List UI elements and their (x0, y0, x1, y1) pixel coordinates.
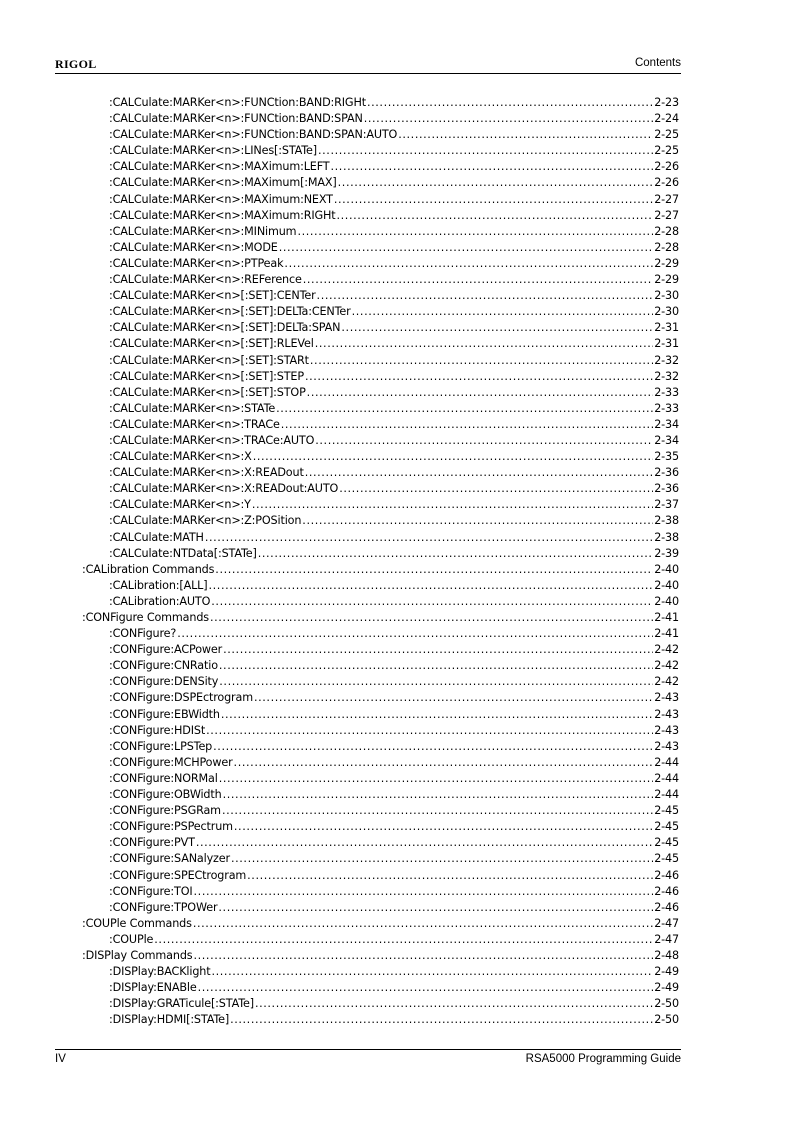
toc-page-number: 2-44 (654, 771, 679, 785)
toc-entry-title: :CONFigure:PSGRam (109, 804, 221, 818)
toc-dot-leader (317, 288, 654, 304)
toc-entry-title: :CONFigure:DSPEctrogram (109, 691, 253, 705)
toc-dot-leader (279, 240, 653, 256)
toc-dot-leader (231, 851, 653, 867)
toc-entry[interactable] (82, 369, 679, 385)
toc-entry-title: :CONFigure:LPSTep (109, 739, 213, 753)
toc-section-entry[interactable] (82, 562, 679, 578)
toc-entry[interactable] (82, 546, 679, 562)
toc-entry[interactable] (82, 884, 679, 900)
toc-page-number: 2-48 (654, 948, 679, 962)
toc-page-number: 2-31 (654, 337, 679, 351)
toc-page-number: 2-30 (654, 305, 679, 319)
toc-entry[interactable] (82, 578, 679, 594)
toc-page-number: 2-45 (654, 852, 679, 866)
toc-entry[interactable] (82, 996, 679, 1012)
toc-page-number: 2-35 (654, 450, 679, 464)
toc-page-number: 2-26 (654, 176, 679, 190)
toc-entry-title: :CALCulate:MARKer<n>:Z:POSition (109, 514, 302, 528)
toc-dot-leader (196, 835, 653, 851)
toc-dot-leader (276, 401, 653, 417)
document-title: RSA5000 Programming Guide (525, 1053, 681, 1065)
toc-dot-leader (253, 449, 654, 465)
toc-entry[interactable] (82, 674, 679, 690)
toc-page-number: 2-34 (654, 417, 679, 431)
toc-page-number: 2-33 (654, 401, 679, 415)
toc-page-number: 2-40 (654, 562, 679, 576)
toc-page-number: 2-43 (654, 707, 679, 721)
toc-entry-title: :DISPlay:HDMI[:STATe] (109, 1013, 230, 1027)
toc-entry[interactable] (82, 288, 679, 304)
toc-entry-title: :CALCulate:MARKer<n>[:SET]:RLEVel (109, 337, 314, 351)
toc-entry[interactable] (82, 497, 679, 513)
toc-dot-leader (193, 948, 653, 964)
toc-entry-title: :CALibration Commands (82, 562, 215, 576)
toc-entry-title: :CALCulate:NTData[:STATe] (109, 546, 257, 560)
toc-entry-title: :CALCulate:MARKer<n>:MINimum (109, 224, 297, 238)
toc-entry-title: :COUPle Commands (82, 916, 192, 930)
toc-dot-leader (194, 884, 654, 900)
toc-entry[interactable] (82, 707, 679, 723)
toc-entry-title: :CALCulate:MARKer<n>:MAXimum[:MAX] (109, 176, 337, 190)
toc-entry-title: :CALCulate:MARKer<n>:TRACe:AUTO (109, 433, 315, 447)
toc-page-number: 2-25 (654, 144, 679, 158)
toc-dot-leader (215, 562, 653, 578)
toc-page-number: 2-32 (654, 369, 679, 383)
toc-entry-title: :CONFigure:PVT (109, 836, 195, 850)
toc-dot-leader (297, 224, 653, 240)
toc-entry-title: :CALCulate:MARKer<n>:LINes[:STATe] (109, 144, 317, 158)
toc-dot-leader (219, 771, 654, 787)
toc-dot-leader (221, 707, 653, 723)
toc-dot-leader (247, 868, 653, 884)
toc-entry-title: :CONFigure:HDISt (109, 723, 206, 737)
page-number: IV (55, 1053, 66, 1065)
toc-page-number: 2-49 (654, 965, 679, 979)
toc-dot-leader (206, 723, 653, 739)
toc-entry[interactable] (82, 353, 679, 369)
toc-dot-leader (284, 256, 653, 272)
toc-page-number: 2-29 (654, 273, 679, 287)
toc-entry[interactable] (82, 642, 679, 658)
toc-entry-title: :CALCulate:MARKer<n>:X:READout (109, 466, 304, 480)
toc-entry[interactable] (82, 192, 679, 208)
toc-page-number: 2-42 (654, 643, 679, 657)
toc-entry-title: :CALCulate:MARKer<n>[:SET]:STARt (109, 353, 309, 367)
toc-page-number: 2-36 (654, 466, 679, 480)
toc-entry[interactable] (82, 964, 679, 980)
toc-page-number: 2-50 (654, 1013, 679, 1027)
toc-entry[interactable] (82, 175, 679, 191)
toc-entry-title: :CONFigure:PSPectrum (109, 820, 233, 834)
toc-dot-leader (315, 336, 653, 352)
toc-dot-leader (334, 192, 653, 208)
toc-entry-title: :CONFigure? (109, 627, 177, 641)
toc-entry-title: :CALCulate:MARKer<n>[:SET]:DELTa:CENTer (109, 305, 351, 319)
toc-page-number: 2-49 (654, 981, 679, 995)
toc-dot-leader (210, 610, 653, 626)
brand-logo-text: RIGOL (55, 57, 97, 71)
toc-page-number: 2-47 (654, 916, 679, 930)
toc-entry[interactable] (82, 658, 679, 674)
toc-page-number: 2-45 (654, 820, 679, 834)
toc-page-number: 2-34 (654, 433, 679, 447)
toc-entry-title: :CONFigure:SANalyzer (109, 852, 230, 866)
toc-section-entry[interactable] (82, 916, 679, 932)
toc-entry[interactable] (82, 224, 679, 240)
toc-entry-title: :CONFigure:MCHPower (109, 755, 233, 769)
toc-page-number: 2-37 (654, 498, 679, 512)
toc-page-number: 2-42 (654, 659, 679, 673)
toc-dot-leader (219, 674, 653, 690)
toc-entry[interactable] (82, 723, 679, 739)
page-footer (55, 1049, 681, 1065)
toc-page-number: 2-46 (654, 900, 679, 914)
toc-page-number: 2-24 (654, 112, 679, 126)
toc-entry[interactable] (82, 159, 679, 175)
toc-entry[interactable] (82, 530, 679, 546)
toc-dot-leader (234, 819, 653, 835)
toc-entry-title: :CALCulate:MARKer<n>:X (109, 450, 252, 464)
toc-entry[interactable] (82, 594, 679, 610)
toc-dot-leader (341, 320, 653, 336)
toc-page-number: 2-40 (654, 594, 679, 608)
table-of-contents (82, 95, 679, 1028)
toc-dot-leader (193, 916, 653, 932)
page-header (55, 57, 681, 74)
toc-page-number: 2-31 (654, 321, 679, 335)
toc-dot-leader (302, 513, 653, 529)
toc-dot-leader (258, 546, 654, 562)
toc-page-number: 2-39 (654, 546, 679, 560)
toc-entry-title: :CALCulate:MARKer<n>:FUNCtion:BAND:SPAN:AUTO (109, 128, 398, 142)
toc-page-number: 2-32 (654, 353, 679, 367)
toc-entry-title: :CONFigure:EBWidth (109, 707, 220, 721)
toc-entry-title: :CALCulate:MARKer<n>:REFerence (109, 273, 302, 287)
toc-entry[interactable] (82, 868, 679, 884)
toc-page-number: 2-41 (654, 627, 679, 641)
toc-entry-title: :CALCulate:MARKer<n>[:SET]:CENTer (109, 289, 316, 303)
toc-dot-leader (218, 900, 653, 916)
toc-page-number: 2-33 (654, 385, 679, 399)
toc-dot-leader (339, 481, 653, 497)
toc-entry[interactable] (82, 401, 679, 417)
toc-dot-leader (230, 1012, 653, 1028)
toc-entry-title: :CALCulate:MARKer<n>:MAXimum:LEFT (109, 160, 330, 174)
toc-entry-title: :CONFigure:SPECtrogram (109, 868, 247, 882)
toc-dot-leader (205, 530, 653, 546)
toc-entry-title: :CALCulate:MARKer<n>:FUNCtion:BAND:RIGHt (109, 96, 366, 109)
toc-dot-leader (211, 964, 653, 980)
toc-entry[interactable] (82, 771, 679, 787)
toc-dot-leader (177, 626, 653, 642)
toc-page-number: 2-25 (654, 128, 679, 142)
toc-page-number: 2-42 (654, 675, 679, 689)
toc-entry[interactable] (82, 513, 679, 529)
toc-entry-title: :CALCulate:MARKer<n>:Y (109, 498, 251, 512)
toc-entry-title: :CALCulate:MARKer<n>:MAXimum:RIGHt (109, 208, 336, 222)
toc-entry-title: :CALCulate:MARKer<n>:FUNCtion:BAND:SPAN (109, 112, 363, 126)
toc-dot-leader (303, 272, 653, 288)
toc-dot-leader (305, 465, 654, 481)
toc-entry[interactable] (82, 320, 679, 336)
toc-page-number: 2-23 (654, 96, 679, 109)
toc-section-entry[interactable] (82, 948, 679, 964)
toc-entry-title: :DISPlay:ENABle (109, 981, 197, 995)
toc-entry[interactable] (82, 304, 679, 320)
toc-dot-leader (364, 111, 653, 127)
toc-dot-leader (223, 642, 653, 658)
toc-page-number: 2-46 (654, 868, 679, 882)
toc-dot-leader (198, 980, 654, 996)
toc-entry-title: :DISPlay:GRATicule[:STATe] (109, 997, 254, 1011)
toc-entry-title: :CALCulate:MARKer<n>:X:READout:AUTO (109, 482, 339, 496)
toc-dot-leader (352, 304, 654, 320)
toc-page-number: 2-46 (654, 884, 679, 898)
toc-entry-title: :CONFigure:CNRatio (109, 659, 218, 673)
toc-entry[interactable] (82, 755, 679, 771)
toc-entry[interactable] (82, 851, 679, 867)
toc-page-number: 2-47 (654, 932, 679, 946)
toc-entry-title: :DISPlay Commands (82, 948, 193, 962)
toc-dot-leader (330, 159, 653, 175)
toc-entry-title: :CALCulate:MARKer<n>:MODE (109, 240, 278, 254)
toc-entry-title: :CONFigure:OBWidth (109, 788, 222, 802)
toc-entry-title: :CALibration:AUTO (109, 594, 211, 608)
toc-dot-leader (367, 95, 653, 111)
toc-entry[interactable] (82, 256, 679, 272)
toc-entry-title: :CALCulate:MARKer<n>[:SET]:STOP (109, 385, 306, 399)
toc-entry[interactable] (82, 95, 679, 111)
toc-entry-title: :COUPle (109, 932, 154, 946)
toc-page-number: 2-41 (654, 611, 679, 624)
toc-dot-leader (252, 497, 653, 513)
toc-entry[interactable] (82, 336, 679, 352)
toc-dot-leader (213, 739, 653, 755)
toc-entry-title: :CALCulate:MATH (109, 530, 204, 544)
toc-page-number: 2-50 (654, 997, 679, 1011)
toc-entry[interactable] (82, 819, 679, 835)
toc-entry[interactable] (82, 739, 679, 755)
toc-page-number: 2-38 (654, 514, 679, 528)
toc-entry[interactable] (82, 385, 679, 401)
toc-entry-title: :CONFigure:ACPower (109, 643, 223, 657)
toc-page-number: 2-36 (654, 482, 679, 496)
toc-page-number: 2-40 (654, 578, 679, 592)
toc-dot-leader (211, 594, 653, 610)
toc-entry[interactable] (82, 127, 679, 143)
toc-entry-title: :CONFigure Commands (82, 611, 209, 624)
toc-page-number: 2-28 (654, 224, 679, 238)
toc-entry[interactable] (82, 787, 679, 803)
toc-dot-leader (255, 996, 653, 1012)
toc-page-number: 2-27 (654, 192, 679, 206)
toc-page-number: 2-43 (654, 739, 679, 753)
toc-entry[interactable] (82, 690, 679, 706)
toc-entry[interactable] (82, 449, 679, 465)
toc-entry-title: :CONFigure:TPOWer (109, 900, 218, 914)
toc-entry-title: :CALCulate:MARKer<n>:MAXimum:NEXT (109, 192, 333, 206)
toc-entry[interactable] (82, 481, 679, 497)
toc-entry[interactable] (82, 980, 679, 996)
toc-page-number: 2-45 (654, 836, 679, 850)
toc-entry[interactable] (82, 932, 679, 948)
toc-page-number: 2-38 (654, 530, 679, 544)
toc-page-number: 2-27 (654, 208, 679, 222)
toc-dot-leader (234, 755, 654, 771)
section-title: Contents (634, 57, 681, 69)
toc-page-number: 2-44 (654, 788, 679, 802)
toc-entry[interactable] (82, 143, 679, 159)
toc-dot-leader (318, 143, 653, 159)
toc-entry[interactable] (82, 835, 679, 851)
toc-dot-leader (208, 578, 653, 594)
toc-entry-title: :CALCulate:MARKer<n>[:SET]:STEP (109, 369, 304, 383)
toc-dot-leader (254, 690, 653, 706)
toc-entry-title: :DISPlay:BACKlight (109, 965, 211, 979)
toc-entry[interactable] (82, 417, 679, 433)
toc-entry[interactable] (82, 465, 679, 481)
toc-section-entry[interactable] (82, 610, 679, 626)
toc-entry[interactable] (82, 803, 679, 819)
toc-entry[interactable] (82, 240, 679, 256)
toc-page-number: 2-28 (654, 240, 679, 254)
toc-dot-leader (337, 208, 654, 224)
toc-entry[interactable] (82, 272, 679, 288)
toc-dot-leader (281, 417, 653, 433)
toc-page-number: 2-44 (654, 755, 679, 769)
toc-entry-title: :CONFigure:TOI (109, 884, 193, 898)
toc-dot-leader (338, 175, 654, 191)
toc-page-number: 2-29 (654, 256, 679, 270)
toc-dot-leader (222, 803, 653, 819)
toc-dot-leader (223, 787, 654, 803)
toc-entry-title: :CALCulate:MARKer<n>:TRACe (109, 417, 280, 431)
toc-dot-leader (305, 369, 653, 385)
toc-entry-title: :CALCulate:MARKer<n>:PTPeak (109, 256, 284, 270)
toc-page-number: 2-45 (654, 804, 679, 818)
toc-entry-title: :CONFigure:DENSity (109, 675, 219, 689)
toc-dot-leader (219, 658, 653, 674)
toc-dot-leader (154, 932, 653, 948)
toc-entry[interactable] (82, 626, 679, 642)
toc-entry-title: :CALibration:[ALL] (109, 578, 208, 592)
toc-entry-title: :CALCulate:MARKer<n>[:SET]:DELTa:SPAN (109, 321, 341, 335)
toc-entry[interactable] (82, 1012, 679, 1028)
toc-entry-title: :CALCulate:MARKer<n>:STATe (109, 401, 276, 415)
toc-dot-leader (315, 433, 653, 449)
toc-page-number: 2-43 (654, 691, 679, 705)
toc-page-number: 2-30 (654, 289, 679, 303)
toc-page-number: 2-43 (654, 723, 679, 737)
toc-entry-title: :CONFigure:NORMal (109, 771, 218, 785)
toc-page-number: 2-26 (654, 160, 679, 174)
toc-entry[interactable] (82, 111, 679, 127)
toc-entry[interactable] (82, 433, 679, 449)
toc-dot-leader (307, 385, 654, 401)
toc-entry[interactable] (82, 900, 679, 916)
toc-dot-leader (310, 353, 653, 369)
toc-entry[interactable] (82, 208, 679, 224)
toc-dot-leader (398, 127, 653, 143)
